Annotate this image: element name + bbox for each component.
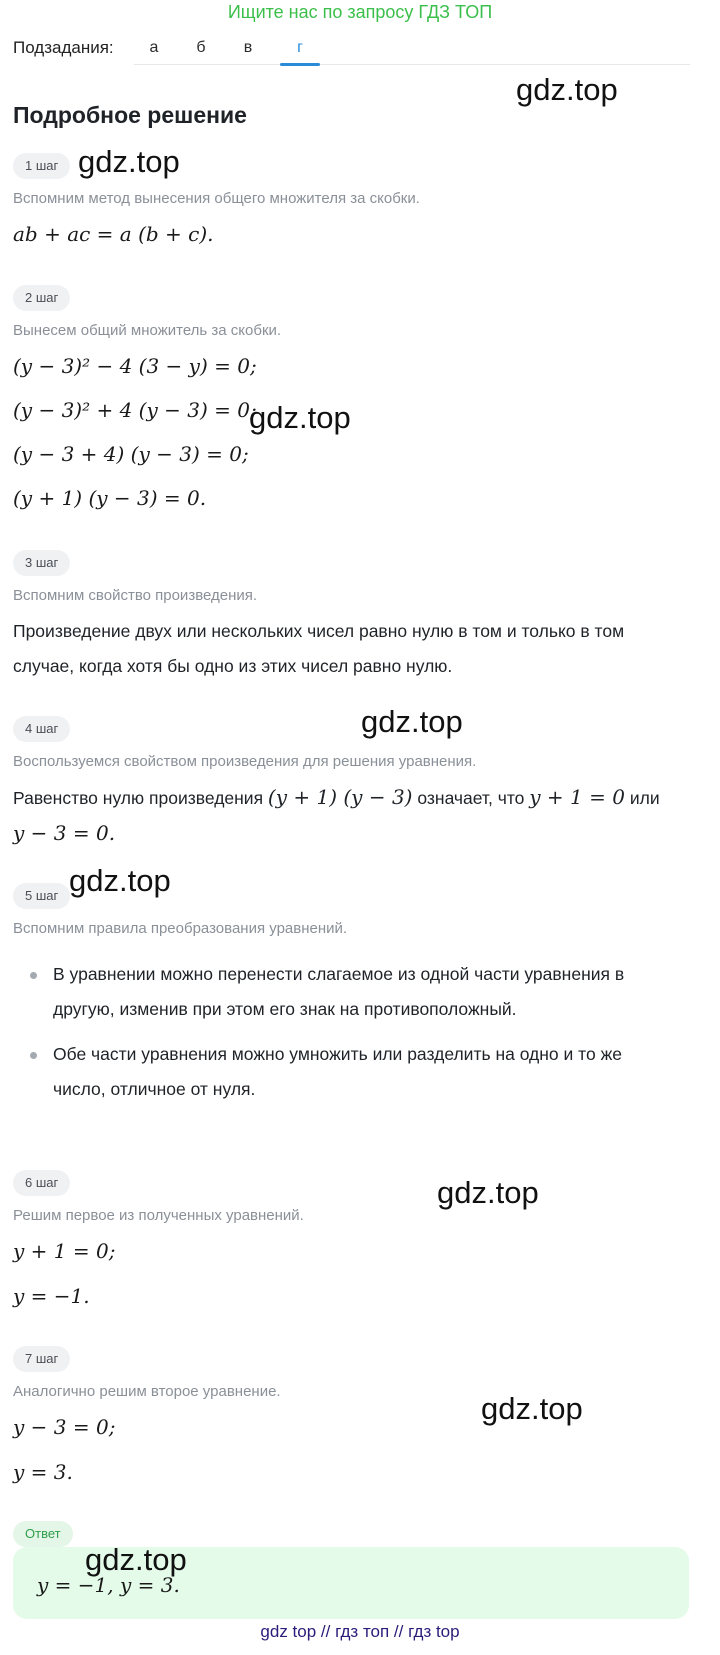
- step-4-text: [13, 783, 660, 812]
- step-2-formula-4: (y + 1) (y − 3) = 0.: [13, 486, 207, 510]
- step-5-rule-1-line-1: В уравнении можно перенести слагаемое из одной части уравнения в: [53, 964, 625, 984]
- step-6-formula-2: y = −1.: [13, 1284, 90, 1308]
- step-4-text-part-2: означает, что: [412, 788, 530, 808]
- step-3-text-2: случае, когда хотя бы одно из этих чисел равно нулю.: [13, 656, 453, 676]
- watermark: gdz.top: [437, 1175, 539, 1210]
- step-2-badge: 2 шаг: [13, 285, 70, 311]
- step-7-formula-2: y = 3.: [13, 1460, 73, 1484]
- footer-links[interactable]: gdz top // гдз топ // гдз top: [260, 1622, 460, 1641]
- step-2-formula-2: (y − 3)² + 4 (y − 3) = 0;: [13, 398, 257, 422]
- step-3-badge: 3 шаг: [13, 550, 70, 576]
- active-tab-indicator: [280, 63, 320, 66]
- tab-a[interactable]: а: [149, 39, 159, 56]
- watermark: gdz.top: [78, 144, 180, 179]
- step-3-hint: Вспомним свойство произведения.: [13, 587, 258, 604]
- step-1-badge: 1 шаг: [13, 153, 70, 179]
- step-2-formula-1: (y − 3)² − 4 (3 − y) = 0;: [13, 354, 257, 378]
- step-6-formula-1: y + 1 = 0;: [13, 1239, 116, 1263]
- step-4-badge: 4 шаг: [13, 716, 70, 742]
- step-7-formula-1: y − 3 = 0;: [13, 1415, 116, 1439]
- step-1-hint: Вспомним метод вынесения общего множителя за скобки.: [13, 190, 420, 207]
- step-6-badge: 6 шаг: [13, 1170, 70, 1196]
- step-5-rule-1-line-2: другую, изменив при этом его знак на противоположный.: [53, 999, 517, 1019]
- step-2-formula-3: (y − 3 + 4) (y − 3) = 0;: [13, 442, 249, 466]
- answer-formula: y = −1, y = 3.: [37, 1573, 180, 1597]
- step-1-formula: ab + ac = a (b + c).: [13, 222, 214, 246]
- step-5-hint: Вспомним правила преобразования уравнений.: [13, 920, 348, 937]
- tab-b[interactable]: б: [196, 39, 206, 56]
- watermark: gdz.top: [249, 400, 351, 435]
- step-3-text-1: Произведение двух или нескольких чисел равно нулю в том и только в том: [13, 621, 625, 641]
- bullet-dot: [30, 972, 37, 979]
- watermark: gdz.top: [361, 704, 463, 739]
- step-7-hint: Аналогично решим второе уравнение.: [13, 1383, 281, 1400]
- tabs-divider: [134, 64, 690, 65]
- answer-badge: Ответ: [13, 1521, 73, 1547]
- step-5-badge: 5 шаг: [13, 883, 70, 909]
- watermark: gdz.top: [69, 863, 171, 898]
- step-4-inline-equation: y + 1 = 0: [529, 785, 625, 809]
- step-4-formula: y − 3 = 0.: [13, 821, 116, 845]
- step-7-badge: 7 шаг: [13, 1346, 70, 1372]
- step-2-hint: Вынесем общий множитель за скобки.: [13, 322, 282, 339]
- step-4-inline-product: (y + 1) (y − 3): [267, 785, 413, 809]
- step-5-rule-2-line-2: число, отличное от нуля.: [53, 1079, 256, 1099]
- step-6-hint: Решим первое из полученных уравнений.: [13, 1207, 304, 1224]
- tab-v[interactable]: в: [243, 39, 253, 56]
- tab-g[interactable]: г: [297, 39, 303, 56]
- bullet-dot: [30, 1052, 37, 1059]
- page-title: Подробное решение: [13, 102, 247, 128]
- watermark: gdz.top: [481, 1391, 583, 1426]
- step-4-text-part-1: Равенство нулю произведения: [13, 788, 268, 808]
- watermark: gdz.top: [85, 1542, 187, 1577]
- watermark: gdz.top: [516, 72, 618, 107]
- step-4-hint: Воспользуемся свойством произведения для решения уравнения.: [13, 753, 477, 770]
- step-5-rule-2-line-1: Обе части уравнения можно умножить или разделить на одно и то же: [53, 1044, 623, 1064]
- subtasks-label: Подзадания:: [13, 38, 114, 57]
- step-4-text-part-3: или: [624, 788, 660, 808]
- search-banner[interactable]: Ищите нас по запросу ГДЗ ТОП: [227, 2, 493, 22]
